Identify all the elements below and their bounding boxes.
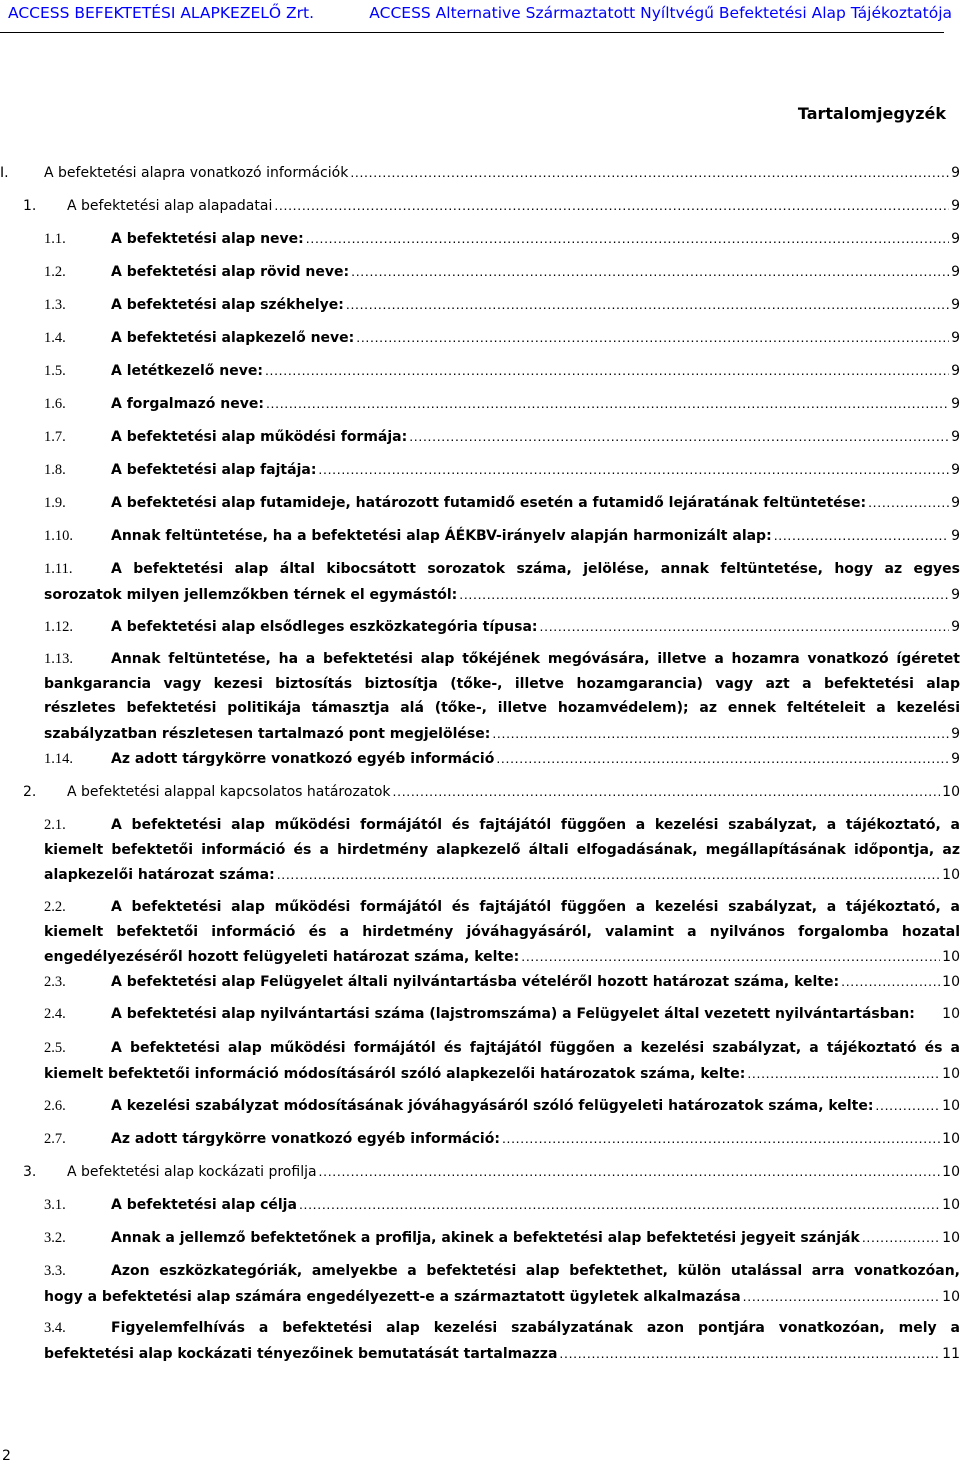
toc-entry-number: 2.2. [44, 899, 66, 915]
toc-entry-title: Az adott tárgykörre vonatkozó egyéb információ: [111, 1131, 500, 1147]
toc-entry[interactable] [44, 557, 960, 607]
toc-entry[interactable] [44, 292, 960, 318]
toc-entry[interactable] [44, 358, 960, 384]
toc-entry-number: 3.1. [44, 1197, 66, 1213]
toc-entry-number: 1.12. [44, 619, 73, 635]
toc-entry-number: 1.6. [44, 396, 66, 412]
toc-entry-title: Annak feltüntetése, ha a befektetési alap ÁÉKBV-irányelv alapján harmonizált alap: [111, 528, 772, 544]
toc-entry-page: 10 [942, 784, 960, 800]
dot-leader [266, 391, 949, 417]
toc-entry-number: 1.2. [44, 264, 66, 280]
toc-entry-number: 2.1. [44, 817, 66, 833]
toc-entry-number: 2.6. [44, 1098, 66, 1114]
toc-entry[interactable] [44, 259, 960, 285]
toc-entry-number: 1. [23, 198, 37, 214]
toc-entry[interactable] [0, 160, 960, 186]
toc-entry-title: A forgalmazó neve: [111, 396, 264, 412]
toc-entry-title-line: sorozatok milyen jellemzőkben térnek el egymástól: [44, 586, 458, 603]
dot-leader [492, 721, 949, 747]
toc-entry-number: 2.5. [44, 1040, 66, 1056]
toc-entry-title-line: A befektetési alap működési formájától és fajtájától függően a kezelési szabályzat, a tájékoztató, a [111, 817, 960, 833]
toc-entry[interactable] [44, 391, 960, 417]
toc-entry-title: A befektetési alap kockázati profilja [67, 1164, 317, 1180]
toc-entry[interactable] [44, 1259, 960, 1309]
dot-leader [409, 424, 949, 450]
toc-entry[interactable] [44, 647, 960, 746]
toc-entry-title-line: Figyelemfelhívás a befektetési alap kezelési szabályzatának azon pontjára vonatkozóan, mely a [111, 1320, 960, 1336]
toc-entry[interactable] [44, 895, 960, 970]
toc-entry-title-line: alapkezelői határozat száma: [44, 867, 275, 883]
toc-entry-page: 9 [951, 495, 960, 511]
toc-entry-page: 10 [942, 1006, 960, 1022]
toc-entry-page: 10 [942, 1131, 960, 1147]
toc-entry-number: 2. [23, 784, 37, 800]
dot-leader [274, 193, 949, 219]
toc-entry-title: A befektetési alap nyilvántartási száma (lajstromszáma) a Felügyelet által vezetett nyilvántartásban: [111, 1006, 915, 1022]
toc-entry-page: 9 [951, 586, 960, 603]
dot-leader [521, 944, 940, 970]
toc-entry-page: 10 [942, 949, 960, 965]
toc-entry-number: 1.5. [44, 363, 66, 379]
toc-entry-title-line: kiemelt befektetői információ módosításáról szóló alapkezelői határozatok száma, kelte: [44, 1065, 746, 1082]
toc-entry[interactable] [44, 1225, 960, 1251]
toc-entry-title-line: engedélyezéséről hozott felügyeleti határozat száma, kelte: [44, 949, 520, 965]
toc-entry-number: 2.4. [44, 1006, 66, 1022]
toc-entry-title-line: részletes befektetési politikája támasztja alá (tőke-, illetve hozamvédelem); az ennek feltételeit a kezelési [44, 700, 960, 716]
toc-entry-title: A befektetési alap célja [111, 1197, 297, 1213]
header-document-title: ACCESS Alternative Származtatott Nyíltvégű Befektetési Alap Tájékoztatója [369, 4, 952, 22]
toc-entry-number: I. [0, 165, 9, 181]
toc-entry[interactable] [23, 193, 960, 219]
dot-leader [540, 614, 950, 640]
toc-entry[interactable] [44, 490, 960, 516]
toc-entry-title: A befektetési alap neve: [111, 231, 304, 247]
toc-entry-page: 9 [951, 429, 960, 445]
toc-entry-page: 9 [951, 198, 960, 214]
page-number: 2 [2, 1448, 11, 1464]
dot-leader [862, 1225, 940, 1251]
dot-leader [350, 160, 949, 186]
toc-entry-title-line: hogy a befektetési alap számára engedélyezett-e a származtatott ügyletek alkalmazása [44, 1288, 741, 1305]
toc-entry-number: 1.11. [44, 561, 73, 577]
header-rule [0, 32, 944, 33]
toc-entry[interactable] [44, 1002, 960, 1027]
toc-entry-number: 3.2. [44, 1230, 66, 1246]
toc-entry-page: 10 [942, 1288, 960, 1305]
toc-entry-title-line: bankgarancia vagy kezesi biztosítás biztosítja (tőke-, illetve hozamgarancia) vagy azt a befektetési alap [44, 675, 960, 692]
toc-entry-number: 2.7. [44, 1131, 66, 1147]
dot-leader [319, 1159, 941, 1185]
toc-entry[interactable] [44, 969, 960, 995]
toc-entry-title: A befektetési alapra vonatkozó információk [44, 165, 349, 181]
toc-entry[interactable] [44, 614, 960, 640]
dot-leader [265, 358, 949, 384]
dot-leader [868, 490, 949, 516]
toc-entry[interactable] [44, 424, 960, 450]
dot-leader [875, 1093, 940, 1119]
dot-leader [559, 1341, 940, 1367]
toc-entry-title-line: kiemelt befektetői információ és a hirdetmény jóváhagyásáról, valamint a nyilvános forgalomba hozatal [44, 923, 960, 940]
toc-entry-number: 1.14. [44, 751, 73, 767]
toc-entry-number: 1.8. [44, 462, 66, 478]
toc-entry-number: 1.1. [44, 231, 66, 247]
toc-entry-title: A befektetési alapkezelő neve: [111, 330, 355, 346]
toc-entry-number: 2.3. [44, 974, 66, 990]
toc-entry-page: 10 [942, 1065, 960, 1082]
dot-leader [841, 969, 940, 995]
toc-entry-title-line: szabályzatban részletesen tartalmazó pont megjelölése: [44, 725, 491, 742]
toc-entry-page: 9 [951, 396, 960, 412]
toc-entry-number: 1.9. [44, 495, 66, 511]
toc-entry-title-line: Annak feltüntetése, ha a befektetési alap tőkéjének megóvására, illetve a hozamra vonatkozó ígéretet [111, 651, 960, 667]
dot-leader [459, 582, 949, 608]
toc-entry-title: Az adott tárgykörre vonatkozó egyéb információ [111, 751, 495, 767]
toc-entry-page: 10 [942, 974, 960, 990]
toc-entry-page: 9 [951, 528, 960, 544]
toc-entry-title: Annak a jellemző befektetőnek a profilja, akinek a befektetési alap befektetési jegyeit szánják [111, 1230, 860, 1246]
dot-leader [743, 1284, 941, 1310]
toc-entry-page: 11 [942, 1345, 960, 1362]
toc-entry-page: 9 [951, 330, 960, 346]
toc-entry-number: 1.10. [44, 528, 73, 544]
dot-leader [277, 862, 940, 888]
toc-entry[interactable] [44, 523, 960, 549]
toc-entry-number: 3. [23, 1164, 37, 1180]
toc-entry-number: 3.3. [44, 1263, 66, 1279]
toc-entry-title: A befektetési alap elsődleges eszközkategória típusa: [111, 619, 538, 635]
toc-entry[interactable] [44, 1192, 960, 1218]
toc-entry-page: 9 [951, 231, 960, 247]
dot-leader [346, 292, 949, 318]
toc-entry-page: 9 [951, 363, 960, 379]
toc-entry-title: A letétkezelő neve: [111, 363, 263, 379]
toc-entry-title: A befektetési alappal kapcsolatos határozatok [67, 784, 391, 800]
toc-entry-title-line: befektetési alap kockázati tényezőinek bemutatását tartalmazza [44, 1345, 558, 1362]
toc-entry-title: A befektetési alap fajtája: [111, 462, 317, 478]
toc-entry-title: A befektetési alap Felügyelet általi nyilvántartásba vételéről hozott határozat száma, kelte: [111, 974, 840, 990]
toc-entry-title-line: A befektetési alap működési formájától és fajtájától függően a kezelési szabályzat, a tájékoztató és a [111, 1040, 960, 1056]
toc-entry-page: 9 [951, 462, 960, 478]
toc-entry-title: A befektetési alap rövid neve: [111, 264, 350, 280]
toc-entry[interactable] [44, 813, 960, 888]
toc-entry[interactable] [44, 1126, 960, 1152]
dot-leader [747, 1061, 940, 1087]
toc-entry[interactable] [44, 226, 960, 252]
toc-entry-page: 10 [942, 867, 960, 883]
header-company: ACCESS BEFEKTETÉSI ALAPKEZELŐ Zrt. [8, 4, 315, 22]
toc-entry-page: 9 [951, 165, 960, 181]
toc-entry-page: 10 [942, 1197, 960, 1213]
dot-leader [502, 1126, 940, 1152]
toc-title: Tartalomjegyzék [797, 104, 946, 123]
toc-entry[interactable] [44, 457, 960, 483]
toc-entry-page: 10 [942, 1164, 960, 1180]
toc-entry-page: 9 [951, 619, 960, 635]
toc-entry-number: 1.3. [44, 297, 66, 313]
running-header [8, 4, 952, 22]
dot-leader [351, 259, 949, 285]
dot-leader [393, 779, 941, 805]
toc-entry-number: 1.13. [44, 651, 73, 667]
toc-entry-page: 9 [951, 297, 960, 313]
dot-leader [496, 746, 949, 772]
toc-entry-title: A befektetési alap alapadatai [67, 198, 273, 214]
toc-entry-title: A befektetési alap futamideje, határozott futamidő esetén a futamidő lejáratának feltüntetése: [111, 495, 867, 511]
toc-entry-number: 1.4. [44, 330, 66, 346]
dot-leader [299, 1192, 940, 1218]
toc-entry[interactable] [44, 1093, 960, 1119]
toc-entry-page: 10 [942, 1230, 960, 1246]
toc-entry-title-line: Azon eszközkategóriák, amelyekbe a befektetési alap befektethet, külön utalással arra vonatkozóan, [111, 1263, 960, 1279]
dot-leader [306, 226, 949, 252]
toc-entry-title: A befektetési alap székhelye: [111, 297, 344, 313]
toc-entry-number: 1.7. [44, 429, 66, 445]
toc-entry-title-line: A befektetési alap által kibocsátott sorozatok száma, jelölése, annak feltüntetése, hogy az egyes [111, 561, 960, 577]
dot-leader [774, 523, 949, 549]
toc-entry-title-line: kiemelt befektetői információ és a hirdetmény alapkezelő általi elfogadásának, megállapításának időpontja, az [44, 841, 960, 858]
toc-entry[interactable] [44, 325, 960, 351]
toc-entry[interactable] [44, 1036, 960, 1086]
dot-leader [318, 457, 949, 483]
toc-entry[interactable] [23, 779, 960, 805]
toc-entry-title: A befektetési alap működési formája: [111, 429, 408, 445]
toc-entry-title: A kezelési szabályzat módosításának jóváhagyásáról szóló felügyeleti határozatok száma, kelte: [111, 1098, 874, 1114]
toc-entry-number: 3.4. [44, 1320, 66, 1336]
toc-entry[interactable] [44, 1316, 960, 1366]
toc-entry[interactable] [23, 1159, 960, 1185]
toc-entry-page: 9 [951, 725, 960, 742]
toc-entry-page: 10 [942, 1098, 960, 1114]
dot-leader [356, 325, 949, 351]
toc-entry[interactable] [44, 746, 960, 772]
toc-entry-title-line: A befektetési alap működési formájától és fajtájától függően a kezelési szabályzat, a tájékoztató, a [111, 899, 960, 915]
toc-entry-page: 9 [951, 264, 960, 280]
toc-entry-page: 9 [951, 751, 960, 767]
